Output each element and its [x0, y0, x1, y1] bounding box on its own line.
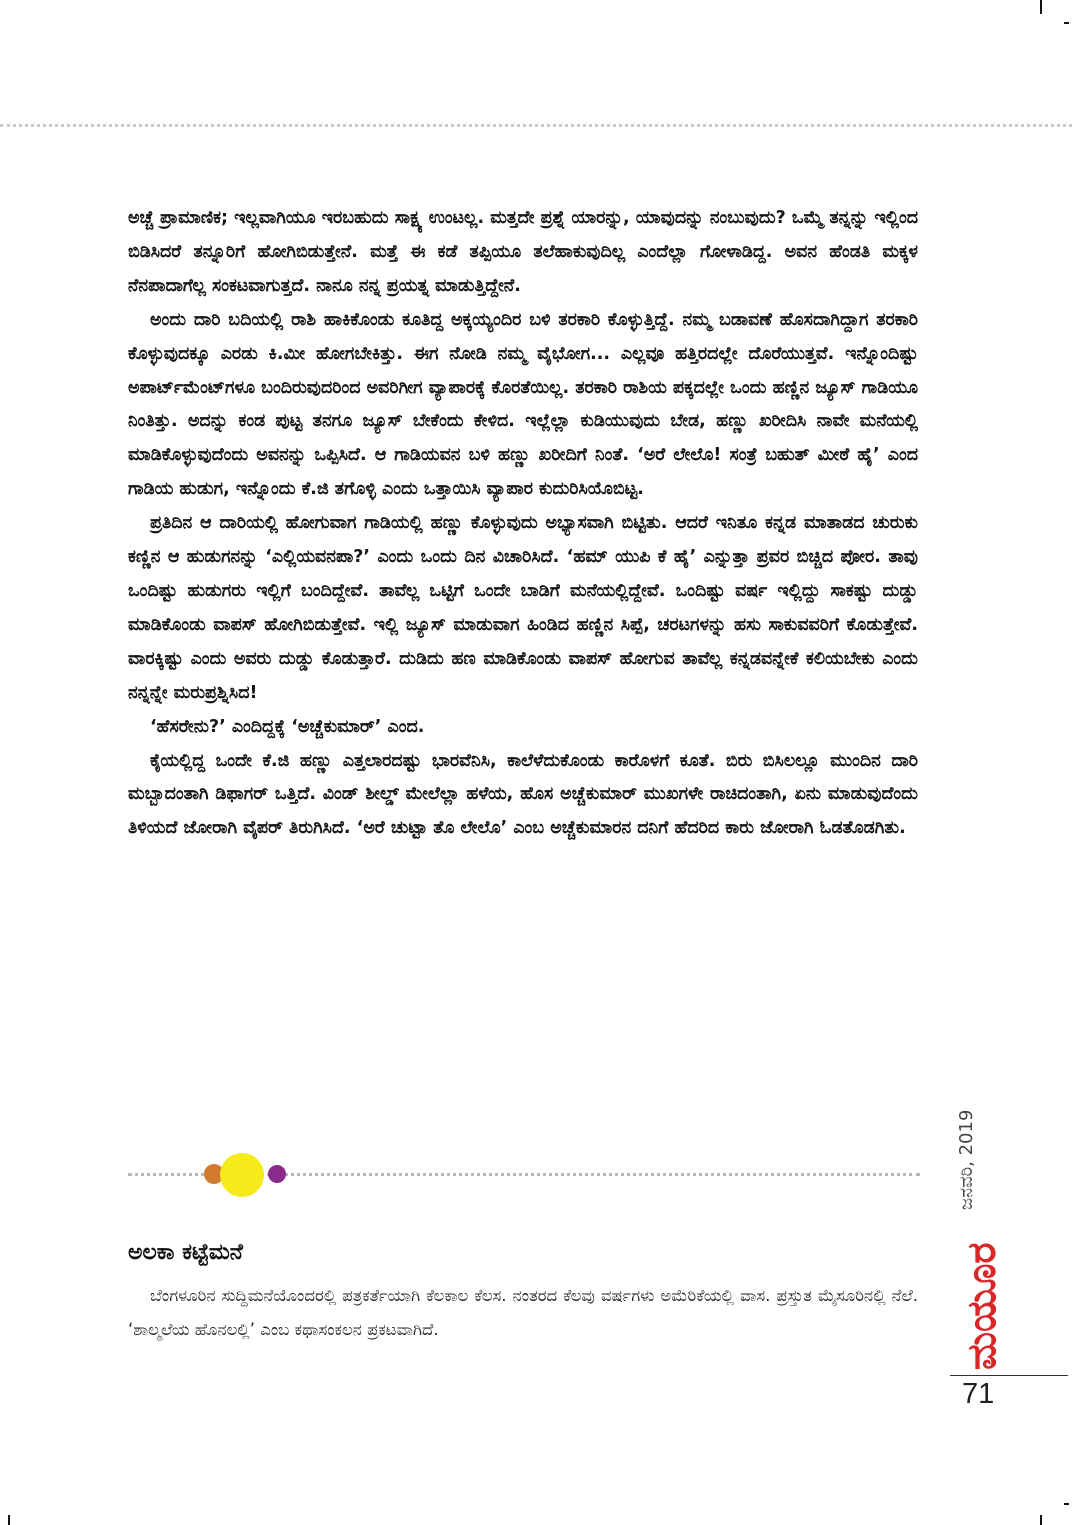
yellow-dot-icon [220, 1153, 264, 1197]
magazine-logo: ಮಯೂರ [959, 1242, 1005, 1370]
article-paragraph: ಅಂದು ದಾರಿ ಬದಿಯಲ್ಲಿ ರಾಶಿ ಹಾಕಿಕೊಂಡು ಕೂತಿದ್ದ ಅಕ್ಕಯ್ಯಂದಿರ ಬಳಿ ತರಕಾರಿ ಕೊಳ್ಳುತ್ತಿದ್ದೆ. ನಮ್ಮ ಬಡಾವಣೆ ಹೊಸದಾಗಿದ್ದಾಗ ತರಕಾರಿ ಕೊಳ್ಳುವುದಕ್ಕೂ ಎರಡು ಕಿ.ಮೀ ಹೋಗಬೇಕಿತ್ತು. ಈಗ ನೋಡಿ ನಮ್ಮ ವೈಭೋಗ... ಎಲ್ಲವೂ ಹತ್ತಿರದಲ್ಲೇ ದೊರೆಯುತ್ತವೆ. ಇನ್ನೊಂದಿಷ್ಟು ಅಪಾರ್ಟ್‌ಮೆಂಟ್‌ಗಳೂ ಬಂದಿರುವುದರಿಂದ ಅವರಿಗೀಗ ವ್ಯಾಪಾರಕ್ಕೆ ಕೊರತೆಯಿಲ್ಲ. ತರಕಾರಿ ರಾಶಿಯ ಪಕ್ಕದಲ್ಲೇ ಒಂದು ಹಣ್ಣಿನ ಜ್ಯೂಸ್ ಗಾಡಿಯೂ ನಿಂತಿತ್ತು. ಅದನ್ನು ಕಂಡ ಪುಟ್ಟ ತನಗೂ ಜ್ಯೂಸ್ ಬೇಕೆಂದು ಕೇಳಿದ. ಇಲ್ಲೆಲ್ಲಾ ಕುಡಿಯುವುದು ಬೇಡ, ಹಣ್ಣು ಖರೀದಿಸಿ ನಾವೇ ಮನೆಯಲ್ಲಿ ಮಾಡಿಕೊಳ್ಳುವುದೆಂದು ಅವನನ್ನು ಒಪ್ಪಿಸಿದೆ. ಆ ಗಾಡಿಯವನ ಬಳಿ ಹಣ್ಣು ಖರೀದಿಗೆ ನಿಂತೆ. ‘ಅರೆ ಲೇಲೊ! ಸಂತ್ರೆ ಬಹುತ್ ಮೀಠೆ ಹೈ’ ಎಂದ ಗಾಡಿಯ ಹುಡುಗ, ಇನ್ನೊಂದು ಕೆ.ಜಿ ತಗೊಳ್ಳಿ ಎಂದು ಒತ್ತಾಯಿಸಿ ವ್ಯಾಪಾರ ಕುದುರಿಸಿಯೊಬಿಟ್ಟ. [128, 309, 918, 500]
purple-dot-icon [268, 1165, 286, 1183]
issue-date: ಜನವರಿ, 2019 [956, 1109, 977, 1210]
article-paragraph: ಕೈಯಲ್ಲಿದ್ದ ಒಂದೇ ಕೆ.ಜಿ ಹಣ್ಣು ಎತ್ತಲಾರದಷ್ಟು ಭಾರವೆನಿಸಿ, ಕಾಲೆಳೆದುಕೊಂಡು ಕಾರೊಳಗೆ ಕೂತೆ. ಬಿರು ಬಿಸಿಲಲ್ಲೂ ಮುಂದಿನ ದಾರಿ ಮಬ್ಬಾದಂತಾಗಿ ಡಿಫಾಗರ್ ಒತ್ತಿದೆ. ವಿಂಡ್ ಶೀಲ್ಡ್ ಮೇಲೆಲ್ಲಾ ಹಳೆಯ, ಹೊಸ ಅಚ್ಚೆಕುಮಾರ್ ಮುಖಗಳೇ ರಾಚಿದಂತಾಗಿ, ಏನು ಮಾಡುವುದೆಂದು ತಿಳಿಯದೆ ಜೋರಾಗಿ ವೈಪರ್ ತಿರುಗಿಸಿದೆ. ‘ಅರೆ ಚುಟ್ಟಾ ತೊ ಲೇಲೊ’ ಎಂಬ ಅಚ್ಚೆಕುಮಾರನ ದನಿಗೆ ಹೆದರಿದ ಕಾರು ಜೋರಾಗಿ ಓಡತೊಡಗಿತು. [128, 750, 918, 839]
article-paragraph: ಅಚ್ಚೆ ಪ್ರಾಮಾಣಿಕ; ಇಲ್ಲವಾಗಿಯೂ ಇರಬಹುದು ಸಾಕ್ಷ್ಯ ಉಂಟಲ್ಲ. ಮತ್ತದೇ ಪ್ರಶ್ನೆ ಯಾರನ್ನು, ಯಾವುದನ್ನು ನಂಬುವುದು? ಒಮ್ಮೆ ತನ್ನನ್ನು ಇಲ್ಲಿಂದ ಬಿಡಿಸಿದರೆ ತನ್ನೂರಿಗೆ ಹೋಗಿಬಿಡುತ್ತೇನೆ. ಮತ್ತೆ ಈ ಕಡೆ ತಪ್ಪಿಯೂ ತಲೆಹಾಕುವುದಿಲ್ಲ ಎಂದೆಲ್ಲಾ ಗೋಳಾಡಿದ್ದ. ಅವನ ಹೆಂಡತಿ ಮಕ್ಕಳ ನೆನಪಾದಾಗೆಲ್ಲ ಸಂಕಟವಾಗುತ್ತದೆ. ನಾನೂ ನನ್ನ ಪ್ರಯತ್ನ ಮಾಡುತ್ತಿದ್ದೇನೆ. [128, 208, 918, 296]
section-divider [128, 1152, 920, 1196]
crop-mark-bottom-right [1040, 1515, 1042, 1525]
crop-mark-top-right [1040, 0, 1042, 14]
page-number-rule [950, 1375, 1068, 1376]
article-paragraph: ಪ್ರತಿದಿನ ಆ ದಾರಿಯಲ್ಲಿ ಹೋಗುವಾಗ ಗಾಡಿಯಲ್ಲಿ ಹಣ್ಣು ಕೊಳ್ಳುವುದು ಅಭ್ಯಾಸವಾಗಿ ಬಿಟ್ಟಿತು. ಆದರೆ ಇನಿತೂ ಕನ್ನಡ ಮಾತಾಡದ ಚುರುಕು ಕಣ್ಣಿನ ಆ ಹುಡುಗನನ್ನು ‘ಎಲ್ಲಿಯವನಪಾ?’ ಎಂದು ಒಂದು ದಿನ ವಿಚಾರಿಸಿದೆ. ‘ಹಮ್ ಯುಪಿ ಕೆ ಹೈ’ ಎನ್ನುತ್ತಾ ಪ್ರವರ ಬಿಚ್ಚಿದ ಪೋರ. ತಾವು ಒಂದಿಷ್ಟು ಹುಡುಗರು ಇಲ್ಲಿಗೆ ಬಂದಿದ್ದೇವೆ. ತಾವೆಲ್ಲ ಒಟ್ಟಿಗೆ ಒಂದೇ ಬಾಡಿಗೆ ಮನೆಯಲ್ಲಿದ್ದೇವೆ. ಒಂದಿಷ್ಟು ವರ್ಷ ಇಲ್ಲಿದ್ದು ಸಾಕಷ್ಟು ದುಡ್ಡು ಮಾಡಿಕೊಂಡು ವಾಪಸ್ ಹೋಗಿಬಿಡುತ್ತೇವೆ. ಇಲ್ಲಿ ಜ್ಯೂಸ್ ಮಾಡುವಾಗ ಹಿಂಡಿದ ಹಣ್ಣಿನ ಸಿಪ್ಪೆ, ಚರಟಗಳನ್ನು ಹಸು ಸಾಕುವವರಿಗೆ ಕೊಡುತ್ತೇವೆ. ವಾರಕ್ಕಿಷ್ಟು ಎಂದು ಅವರು ದುಡ್ಡು ಕೊಡುತ್ತಾರೆ. ದುಡಿದು ಹಣ ಮಾಡಿಕೊಂಡು ವಾಪಸ್ ಹೋಗುವ ತಾವೆಲ್ಲ ಕನ್ನಡವನ್ನೇಕೆ ಕಲಿಯಬೇಕು ಎಂದು ನನ್ನನ್ನೇ ಮರುಪ್ರಶ್ನಿಸಿದ! [128, 513, 918, 703]
author-bio-text: ಬೆಂಗಳೂರಿನ ಸುದ್ದಿಮನೆಯೊಂದರಲ್ಲಿ ಪತ್ರಕರ್ತೆಯಾಗಿ ಕೆಲಕಾಲ ಕೆಲಸ. ನಂತರದ ಕೆಲವು ವರ್ಷಗಳು ಅಮೆರಿಕೆಯಲ್ಲಿ ವಾಸ. ಪ್ರಸ್ತುತ ಮೈಸೂರಿನಲ್ಲಿ ನೆಲೆ. ‘ಶಾಲ್ಮಲೆಯ ಹೊನಲಲ್ಲಿ’ ಎಂಬ ಕಥಾಸಂಕಲನ ಪ್ರಕಟವಾಗಿದೆ. [128, 1286, 918, 1339]
crop-mark-bottom-left [8, 1515, 10, 1525]
crop-mark-right-top [1064, 22, 1069, 24]
page-number: 71 [962, 1378, 995, 1410]
article-paragraph: ‘ಹೆಸರೇನು?’ ಎಂದಿದ್ದಕ್ಕೆ ‘ಅಚ್ಚೆಕುಮಾರ್’ ಎಂದ. [150, 716, 425, 737]
top-dotted-rule [0, 124, 1072, 127]
crop-mark-right-bottom [1064, 1503, 1069, 1505]
article-body [128, 202, 918, 846]
author-bio [128, 1279, 918, 1346]
author-name: ಅಲಕಾ ಕಟ್ಟೆಮನೆ [128, 1240, 243, 1265]
